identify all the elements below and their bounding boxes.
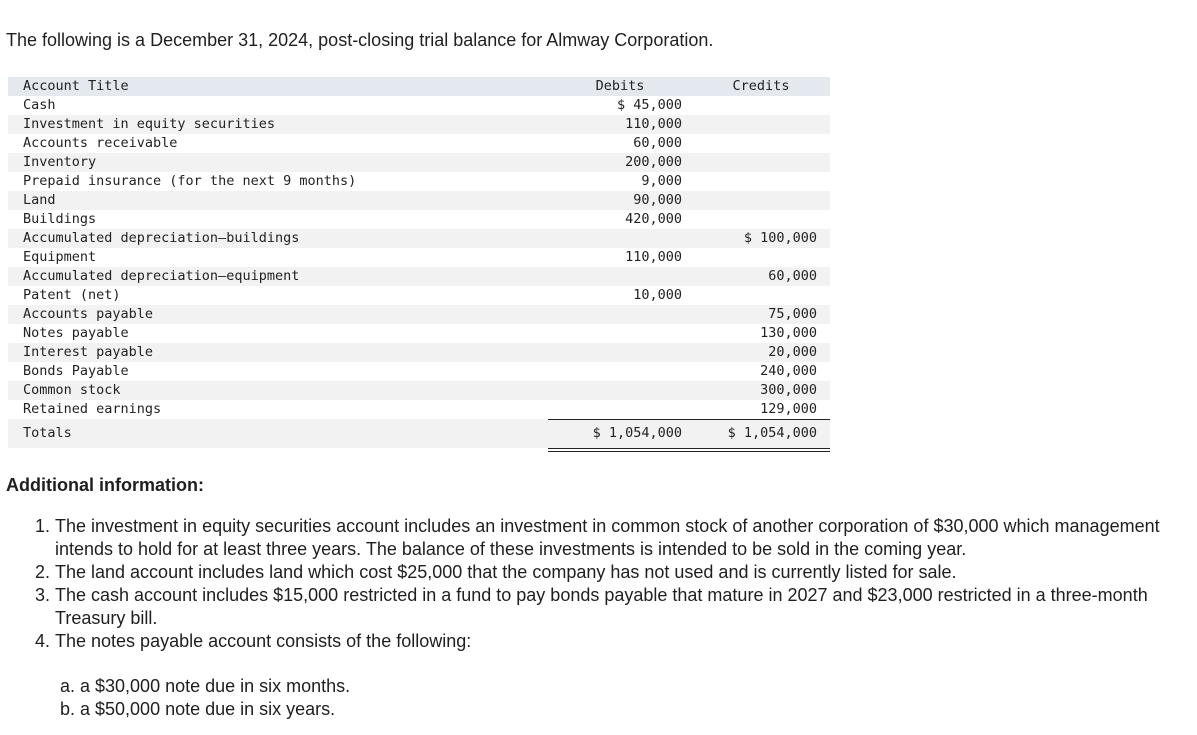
row-title: Equipment	[23, 249, 97, 265]
row-title: Accumulated depreciation—equipment	[23, 268, 300, 284]
sub-note-item: b. a $50,000 note due in six years.	[80, 698, 350, 721]
row-title: Accounts payable	[23, 306, 154, 322]
table-row	[8, 96, 830, 115]
table-row	[8, 172, 830, 191]
row-title: Retained earnings	[23, 401, 162, 417]
totals-top-rule	[548, 419, 830, 420]
table-row	[8, 153, 830, 172]
row-title: Land	[23, 192, 56, 208]
totals-double-rule-upper	[548, 448, 830, 449]
note-item: 3. The cash account includes $15,000 restricted in a fund to pay bonds payable that mature in 2027 and $23,000 restricted in a three-month Treasury bill.	[55, 584, 1190, 630]
row-debit: 90,000	[633, 192, 682, 208]
totals-row	[8, 419, 830, 448]
table-row	[8, 229, 830, 248]
header-debits: Debits	[595, 78, 645, 94]
table-row	[8, 400, 830, 419]
header-credits: Credits	[732, 78, 790, 94]
table-row	[8, 115, 830, 134]
row-debit: 60,000	[633, 135, 682, 151]
row-debit: $ 45,000	[616, 97, 682, 113]
row-credit: 20,000	[768, 344, 817, 360]
notes-payable-sublist	[0, 675, 350, 721]
row-title: Prepaid insurance (for the next 9 months)	[23, 173, 357, 189]
row-debit: 200,000	[625, 154, 682, 170]
header-account-title: Account Title	[23, 78, 129, 94]
row-title: Notes payable	[23, 325, 129, 341]
row-title: Cash	[23, 97, 56, 113]
row-debit: 110,000	[625, 249, 682, 265]
row-title: Buildings	[23, 211, 97, 227]
totals-double-rule-lower	[548, 451, 830, 452]
row-credit: 129,000	[760, 401, 817, 417]
table-row	[8, 362, 830, 381]
additional-info-heading: Additional information:	[6, 475, 204, 495]
row-title: Accumulated depreciation—buildings	[23, 230, 300, 246]
row-debit: 10,000	[633, 287, 682, 303]
row-debit: 9,000	[641, 173, 682, 189]
table-header-row	[8, 77, 830, 96]
note-item: 1. The investment in equity securities account includes an investment in common stock of another corporation of $30,000 which management intends to hold for at least three years. The balance of these investments is intended to be sold in the coming year.	[55, 515, 1190, 561]
totals-credit: $ 1,054,000	[727, 425, 817, 441]
row-title: Interest payable	[23, 344, 154, 360]
row-credit: 130,000	[760, 325, 817, 341]
totals-debit: $ 1,054,000	[592, 425, 682, 441]
row-credit: 300,000	[760, 382, 817, 398]
intro-text: The following is a December 31, 2024, post-closing trial balance for Almway Corporation.	[6, 30, 714, 50]
row-debit: 110,000	[625, 116, 682, 132]
trial-balance-table	[8, 77, 830, 448]
row-title: Patent (net)	[23, 287, 121, 303]
table-row	[8, 305, 830, 324]
row-credit: 75,000	[768, 306, 817, 322]
note-item: 2. The land account includes land which cost $25,000 that the company has not used and is currently listed for sale.	[55, 561, 1190, 584]
row-title: Investment in equity securities	[23, 116, 275, 132]
table-row	[8, 381, 830, 400]
table-row	[8, 134, 830, 153]
note-item: 4. The notes payable account consists of the following:	[55, 630, 1190, 653]
row-credit: 60,000	[768, 268, 817, 284]
row-title: Accounts receivable	[23, 135, 178, 151]
table-row	[8, 210, 830, 229]
table-row	[8, 324, 830, 343]
row-credit: 240,000	[760, 363, 817, 379]
table-row	[8, 191, 830, 210]
row-debit: 420,000	[625, 211, 682, 227]
table-row	[8, 343, 830, 362]
row-credit: $ 100,000	[743, 230, 817, 246]
table-row	[8, 286, 830, 305]
table-row	[8, 248, 830, 267]
additional-info-list	[0, 515, 1190, 653]
sub-note-item: a. a $30,000 note due in six months.	[80, 675, 350, 698]
totals-title: Totals	[23, 425, 72, 441]
row-title: Inventory	[23, 154, 97, 170]
row-title: Bonds Payable	[23, 363, 129, 379]
table-row	[8, 267, 830, 286]
row-title: Common stock	[23, 382, 121, 398]
